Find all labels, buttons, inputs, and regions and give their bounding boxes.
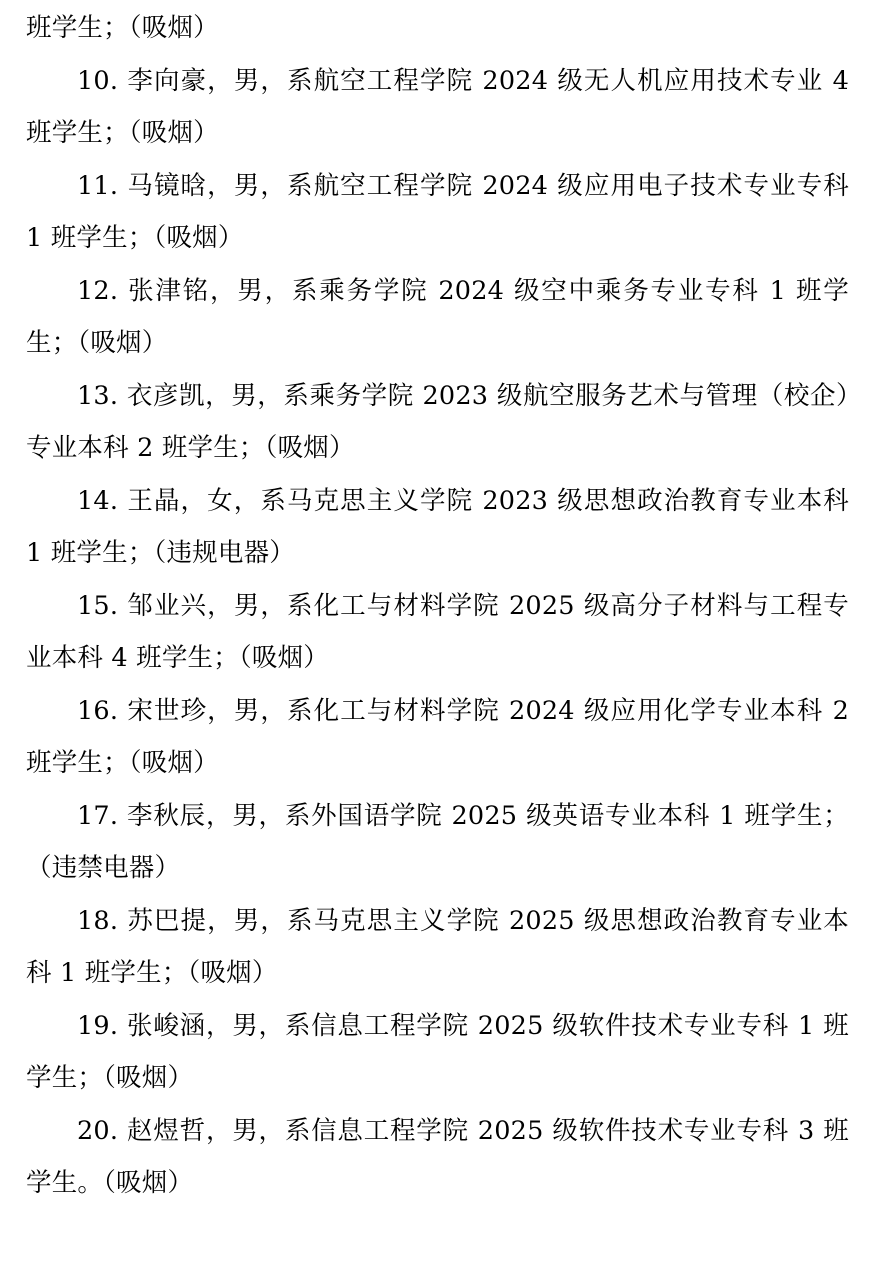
paragraph-item-11: 11. 马镜晗，男，系航空工程学院 2024 级应用电子技术专业专科 1 班学生；（吸烟） <box>26 170 849 253</box>
document-body <box>26 0 849 1210</box>
paragraph-item-9-continuation: 班学生；（吸烟） <box>26 13 219 43</box>
paragraph-item-19: 19. 张峻涵，男，系信息工程学院 2025 级软件技术专业专科 1 班学生；（吸烟） <box>26 1010 849 1093</box>
paragraph-item-18: 18. 苏巴提，男，系马克思主义学院 2025 级思想政治教育专业本科 1 班学生；（吸烟） <box>26 905 849 988</box>
paragraph-item-15: 15. 邹业兴，男，系化工与材料学院 2025 级高分子材料与工程专业本科 4 班学生；（吸烟） <box>26 590 849 673</box>
paragraph-item-17: 17. 李秋辰，男，系外国语学院 2025 级英语专业本科 1 班学生；（违禁电器） <box>26 800 849 883</box>
paragraph-item-12: 12. 张津铭，男，系乘务学院 2024 级空中乘务专业专科 1 班学生；（吸烟） <box>26 275 849 358</box>
paragraph-item-16: 16. 宋世珍，男，系化工与材料学院 2024 级应用化学专业本科 2 班学生；（吸烟） <box>26 695 849 778</box>
paragraph-item-20: 20. 赵煜哲，男，系信息工程学院 2025 级软件技术专业专科 3 班学生。（吸烟） <box>26 1115 849 1198</box>
paragraph-item-14: 14. 王晶，女，系马克思主义学院 2023 级思想政治教育专业本科 1 班学生；（违规电器） <box>26 485 849 568</box>
paragraph-item-13: 13. 衣彦凯，男，系乘务学院 2023 级航空服务艺术与管理（校企）专业本科 2 班学生；（吸烟） <box>26 380 849 463</box>
paragraph-item-10: 10. 李向豪，男，系航空工程学院 2024 级无人机应用技术专业 4 班学生；（吸烟） <box>26 65 849 148</box>
